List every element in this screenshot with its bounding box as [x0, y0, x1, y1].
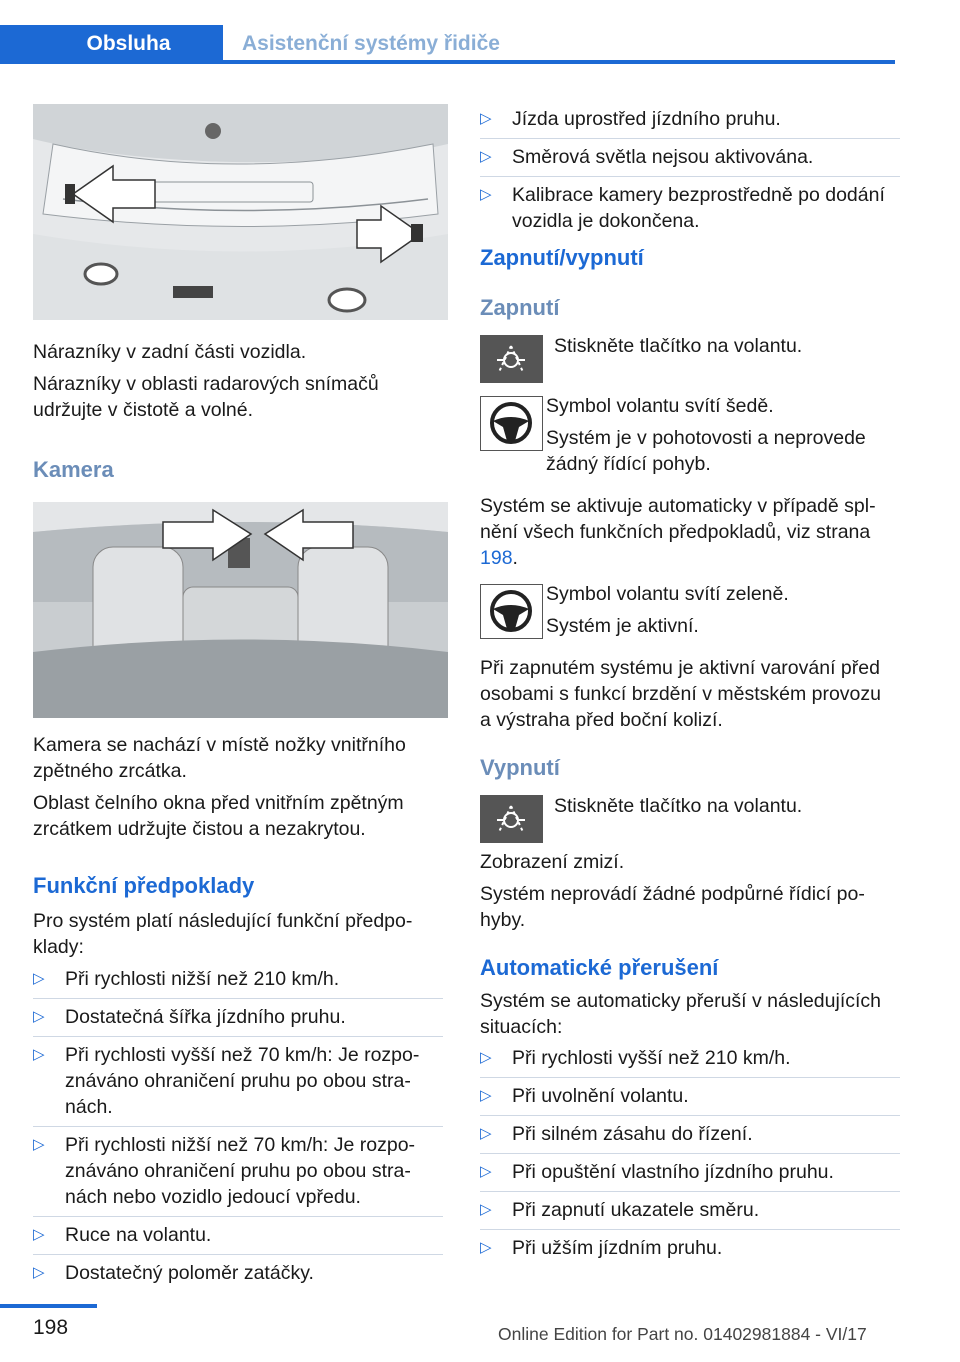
- heading-functional-prerequisites: Funkční předpoklady: [33, 873, 255, 898]
- list-item: ▷ Dostatečný poloměr zatáčky.: [33, 1260, 443, 1286]
- list-item: ▷ Při rychlosti nižší než 210 km/h.: [33, 966, 443, 992]
- wheel-gray-2: Systém je v pohotovosti a neprovede žádný řídící pohyb.: [546, 427, 866, 475]
- caption-camera-1: Kamera se nachází v místě nožky vnitřního zpětného zrcátka.: [33, 734, 406, 782]
- list-item: ▷ Při užším jízdním pruhu.: [480, 1235, 900, 1261]
- footer-rule: [0, 1304, 97, 1308]
- camera-interior-illustration: [33, 502, 448, 718]
- on-info: Při zapnutém systému je aktivní varování před osobami s funkcí brzdění v městském provozu a výstraha před boční kolizí.: [480, 657, 881, 731]
- off-2: Systém neprovádí žádné podpůrné řídicí po-hyby.: [480, 883, 865, 931]
- auto-list: [480, 1045, 900, 1267]
- list-item: ▷ Při silném zásahu do řízení.: [480, 1121, 900, 1147]
- cont-list: [480, 106, 900, 240]
- list-item: ▷ Kalibrace kamery bezprostředně po dodání vozidla je dokončena.: [480, 182, 900, 234]
- press-button-1: Stiskněte tlačítko na volantu.: [554, 335, 803, 357]
- edition-text: Online Edition for Part no. 01402981884 - VI/17: [498, 1324, 867, 1344]
- heading-auto-interrupt: Automatické přerušení: [480, 955, 719, 980]
- off-1: Zobrazení zmizí.: [480, 851, 625, 873]
- wheel-green-1: Symbol volantu svítí zeleně.: [546, 583, 789, 605]
- lane-assist-button-icon-2: [480, 795, 543, 843]
- page-link-198[interactable]: 198: [480, 547, 513, 569]
- caption-bumper-1: Nárazníky v zadní části vozidla.: [33, 341, 307, 363]
- list-item: ▷ Ruce na volantu.: [33, 1222, 443, 1248]
- func-list: [33, 966, 443, 1292]
- list-item: ▷ Při rychlosti vyšší než 210 km/h.: [480, 1045, 900, 1071]
- heading-on: Zapnutí: [480, 295, 560, 320]
- press-button-2: Stiskněte tlačítko na volantu.: [554, 795, 803, 817]
- list-item: ▷ Směrová světla nejsou aktivována.: [480, 144, 900, 170]
- list-item: ▷ Při uvolnění volantu.: [480, 1083, 900, 1109]
- list-item: ▷ Jízda uprostřed jízdního pruhu.: [480, 106, 900, 132]
- list-item: ▷ Při zapnutí ukazatele směru.: [480, 1197, 900, 1223]
- heading-camera: Kamera: [33, 457, 114, 482]
- list-item: ▷ Při opuštění vlastního jízdního pruhu.: [480, 1159, 900, 1185]
- list-item: ▷ Dostatečná šířka jízdního pruhu.: [33, 1004, 443, 1030]
- header-rule: [0, 60, 895, 64]
- caption-bumper-2: Nárazníky v oblasti radarových snímačů udržujte v čistotě a volné.: [33, 373, 379, 421]
- steering-wheel-green-icon: [480, 584, 543, 639]
- lane-assist-button-icon: [480, 335, 543, 383]
- heading-off: Vypnutí: [480, 755, 560, 780]
- auto-activate-end: .: [512, 547, 518, 569]
- auto-intro: Systém se automaticky přeruší v následujících situacích:: [480, 990, 881, 1038]
- rear-bumper-illustration: [33, 104, 448, 320]
- auto-activate-text: Systém se aktivuje automaticky v případě spl-nění všech funkčních předpokladů, viz strana: [480, 495, 876, 543]
- camera-interior-image: [33, 502, 448, 718]
- list-item: ▷ Při rychlosti nižší než 70 km/h: Je rozpo-znáváno ohraničení pruhu po obou stra-nách nebo vozidlo jedoucí vpředu.: [33, 1132, 443, 1210]
- page-number: 198: [33, 1316, 69, 1339]
- rear-bumper-image: [33, 104, 448, 320]
- list-item: ▷ Při rychlosti vyšší než 70 km/h: Je rozpo-znáváno ohraničení pruhu po obou stra-nách.: [33, 1042, 443, 1120]
- tab-obsluha[interactable]: Obsluha: [0, 25, 223, 63]
- wheel-green-2: Systém je aktivní.: [546, 615, 699, 637]
- heading-on-off: Zapnutí/vypnutí: [480, 245, 644, 270]
- tab-assistance-systems[interactable]: Asistenční systémy řidiče: [242, 32, 500, 55]
- steering-wheel-gray-icon: [480, 396, 543, 451]
- func-intro: Pro systém platí následující funkční předpo-klady:: [33, 910, 413, 958]
- auto-activate: [480, 493, 895, 571]
- wheel-gray-1: Symbol volantu svítí šedě.: [546, 395, 774, 417]
- caption-camera-2: Oblast čelního okna před vnitřním zpětným zrcátkem udržujte čistou a nezakrytou.: [33, 792, 404, 840]
